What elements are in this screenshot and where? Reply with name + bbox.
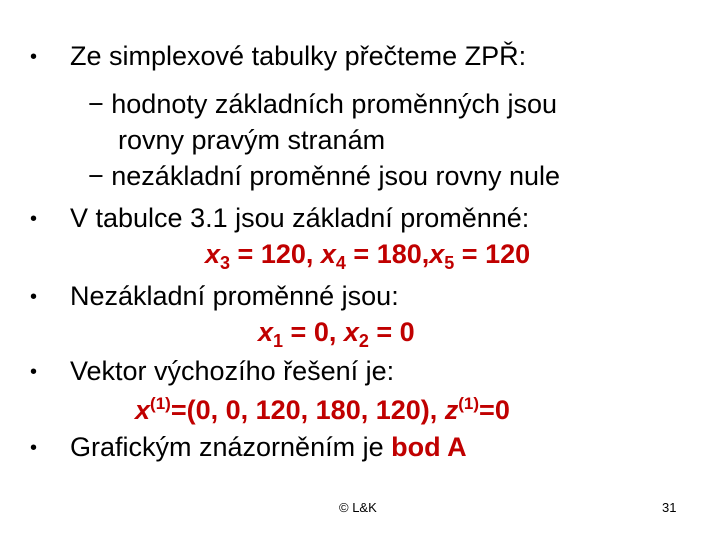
var-z: z [444,395,459,425]
sub-5: 5 [444,253,455,273]
sub-bullet-1-line-2: rovny pravým stranám [118,125,386,155]
sup-x: (1) [150,394,171,413]
bullet-1-text: Ze simplexové tabulky přečteme ZPŘ: [70,41,527,71]
sub-bullet-2: − nezákladní proměnné jsou rovny nule [88,161,561,191]
bullet-3-text: Nezákladní proměnné jsou: [70,281,399,311]
formula-nonbasic-variables [258,316,415,351]
formula-basic-variables [205,238,531,273]
bullet-dot: • [30,437,38,459]
val-z: =0 [479,395,510,425]
footer-copyright: © L&K [339,500,377,515]
bullet-dot: • [30,208,38,230]
var-x5: x [429,239,445,269]
bullet-4-text: Vektor výchozího řešení je: [70,356,395,386]
var-x3: x [205,239,221,269]
val-x5: = 120 [454,239,531,269]
bullet-5-emphasis: bod A [391,432,467,462]
sub-4: 4 [335,253,346,273]
var-x: x [135,395,151,425]
val-x3: = 120, [230,239,321,269]
val-x4: = 180, [345,239,430,269]
vector-values: =(0, 0, 120, 180, 120), [170,395,445,425]
val-x2: = 0 [368,317,415,347]
sup-z: (1) [458,394,480,413]
val-x1: = 0, [283,317,344,347]
bullet-dot: • [30,46,38,68]
sub-2: 2 [358,331,369,351]
formula-initial-solution [135,394,510,426]
sub-1: 1 [273,331,284,351]
bullet-5-plain: Grafickým znázorněním je [70,432,384,462]
sub-3: 3 [220,253,231,273]
var-x1: x [258,317,274,347]
page-number: 31 [662,500,677,515]
bullet-5-text [70,431,467,463]
var-x2: x [343,317,359,347]
bullet-dot: • [30,286,38,308]
var-x4: x [320,239,336,269]
sub-bullet-1-line-1: − hodnoty základních proměnných jsou [88,89,558,119]
bullet-dot: • [30,361,38,383]
bullet-2-text: V tabulce 3.1 jsou základní proměnné: [70,203,530,233]
